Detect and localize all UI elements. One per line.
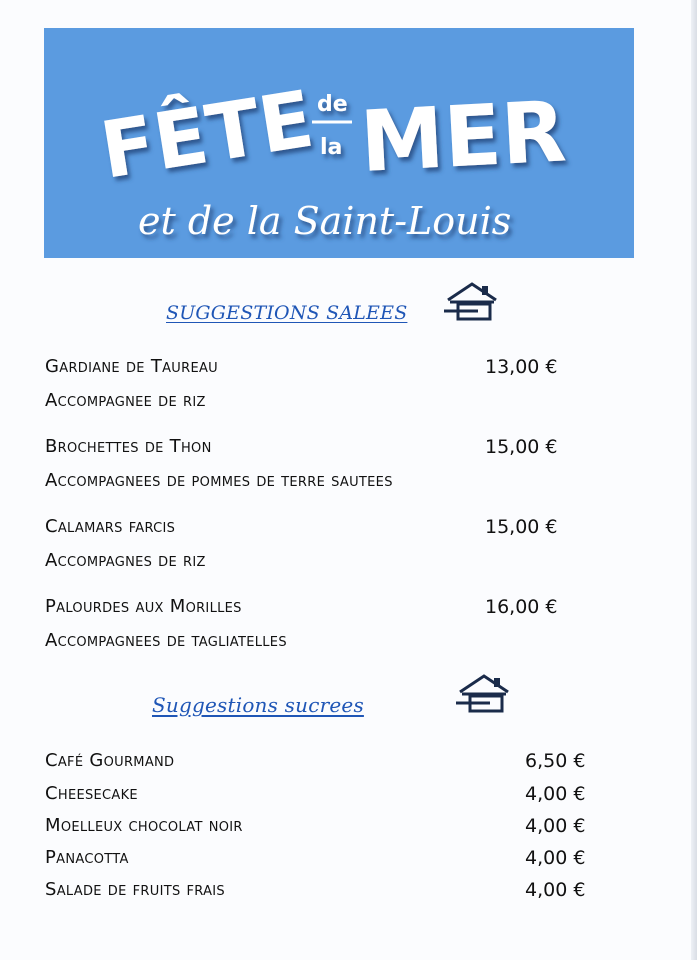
dish-item (45, 437, 393, 491)
dessert-name: Panacotta (45, 847, 129, 868)
dish-name: Gardiane de Taureau (45, 356, 218, 377)
dish-price: 16,00 € (485, 596, 558, 618)
dish-description: Accompagnees de pommes de terre sautees (45, 470, 393, 491)
dessert-price: 4,00 € (525, 879, 586, 901)
title-banner (44, 28, 634, 258)
banner-word-de: de (317, 92, 348, 117)
dish-name: Calamars farcis (45, 516, 176, 537)
dessert-name: Cheesecake (45, 783, 138, 804)
banner-word-fete: FÊTE (94, 74, 320, 197)
banner-word-mer: MER (357, 82, 569, 191)
dish-item (45, 597, 287, 651)
dessert-name: Moelleux chocolat noir (45, 815, 243, 836)
dessert-price: 4,00 € (525, 815, 586, 837)
banner-word-la: la (320, 135, 343, 160)
home-icon[interactable] (454, 672, 512, 716)
dish-price: 15,00 € (485, 516, 558, 538)
dish-description: Accompagnee de riz (45, 390, 206, 411)
savory-section-title: SUGGESTIONS SALEES (166, 302, 408, 324)
sweet-section-heading (152, 688, 364, 722)
home-icon[interactable] (442, 280, 500, 324)
dessert-price: 4,00 € (525, 783, 586, 805)
dessert-price: 6,50 € (525, 750, 586, 772)
dish-item (45, 357, 218, 411)
page-edge (691, 0, 697, 960)
dish-item (45, 517, 206, 571)
dish-name: Brochettes de Thon (45, 436, 212, 457)
banner-subtitle: et de la Saint-Louis (138, 199, 512, 243)
dessert-price: 4,00 € (525, 847, 586, 869)
sweet-section-title: Suggestions sucrees (152, 693, 364, 717)
savory-section-heading (166, 296, 407, 330)
dessert-name: Café Gourmand (45, 750, 175, 771)
dish-name: Palourdes aux Morilles (45, 596, 242, 617)
dessert-name: Salade de fruits frais (45, 879, 225, 900)
dish-price: 15,00 € (485, 436, 558, 458)
dish-description: Accompagnes de riz (45, 550, 206, 571)
dish-description: Accompagnees de tagliatelles (45, 630, 287, 651)
dish-price: 13,00 € (485, 356, 558, 378)
banner-title (44, 28, 634, 258)
